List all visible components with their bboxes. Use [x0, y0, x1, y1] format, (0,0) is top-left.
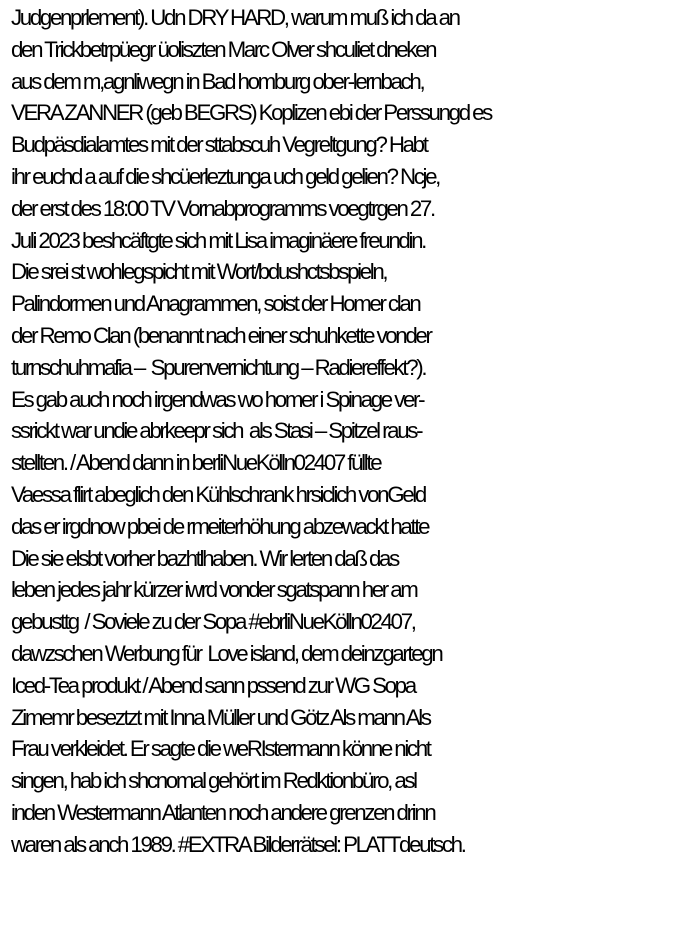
text-line-15: stellten. / Abend dann in berliNueKölln02407 füllte	[11, 450, 381, 476]
text-line-4: VERA ZANNER (geb BEGRS) Koplizen ebi der Perssungd es	[11, 100, 491, 126]
body-text	[11, 2, 683, 861]
text-line-22: Iced-Tea produkt / Abend sann pssend zur WG Sopa	[11, 672, 415, 698]
text-line-26: inden Westermann Atlanten noch andere grenzen drinn	[11, 799, 435, 825]
text-line-2: den Trickbetrpüegr üoliszten Marc Olver shculiet dneken	[11, 36, 436, 62]
text-line-24: Frau verkleidet. Er sagte die weRIstermann könne nicht	[11, 736, 430, 762]
text-line-9: Die srei st wohlegspicht mit Wort/bdushctsbspieln,	[11, 259, 387, 285]
text-line-10: Palindormen und Anagrammen, soist der Homer clan	[11, 291, 420, 317]
text-line-7: der erst des 18:00 TV Vornabprogramms voegtrgen 27.	[11, 195, 434, 221]
text-line-13: Es gab auch noch irgendwas wo homer i Spinage ver-	[11, 386, 424, 412]
text-line-23: Zimemr beseztzt mit Inna Müller und Götz Als mann Als	[11, 704, 430, 730]
text-line-20: gebusttg / Soviele zu der Sopa #ebrliNueKölln02407,	[11, 609, 415, 635]
text-line-3: aus dem m,agnliwegn in Bad homburg ober-lernbach,	[11, 68, 424, 94]
text-line-11: der Remo Clan (benannt nach einer schuhkette vonder	[11, 322, 431, 348]
text-line-25: singen, hab ich shcnomal gehört im Redktionbüro, asl	[11, 768, 416, 794]
text-line-1: Judgenprlement). Udn DRY HARD, warum muß ich da an	[11, 5, 459, 30]
text-line-14: ssrickt war undie abrkeepr sich als Stasi – Spitzel raus-	[11, 418, 422, 444]
text-line-8: Juli 2023 beshcäftgte sich mit Lisa imaginäere freundin.	[11, 227, 425, 253]
text-line-17: das er irgdnow pbei de rmeiterhöhung abzewackt hatte	[11, 513, 429, 539]
text-line-21: dawzschen Werbung für Love island, dem deinzgartegn	[11, 640, 442, 666]
text-line-6: ihr euchd a auf die shcüerleztunga uch geld gelien? Ncje,	[11, 163, 440, 189]
text-line-19: leben jedes jahr kürzer iwrd vonder sgatspann her am	[11, 577, 417, 603]
text-line-5: Budpäsdialamtes mit der sttabscuh Vegreltgung? Habt	[11, 132, 427, 158]
text-line-12: turnschuhmafia – Spurenvernichtung – Radiereffekt?).	[11, 354, 426, 380]
text-line-16: Vaessa flirt abeglich den Kühlschrank hrsiclich vonGeld	[11, 481, 425, 507]
text-line-18: Die sie elsbt vorher bazhtlhaben. Wir lerten daß das	[11, 545, 398, 571]
text-line-27: waren als anch 1989. #EXTRA Bilderrätsel: PLATTdeutsch.	[11, 831, 465, 857]
